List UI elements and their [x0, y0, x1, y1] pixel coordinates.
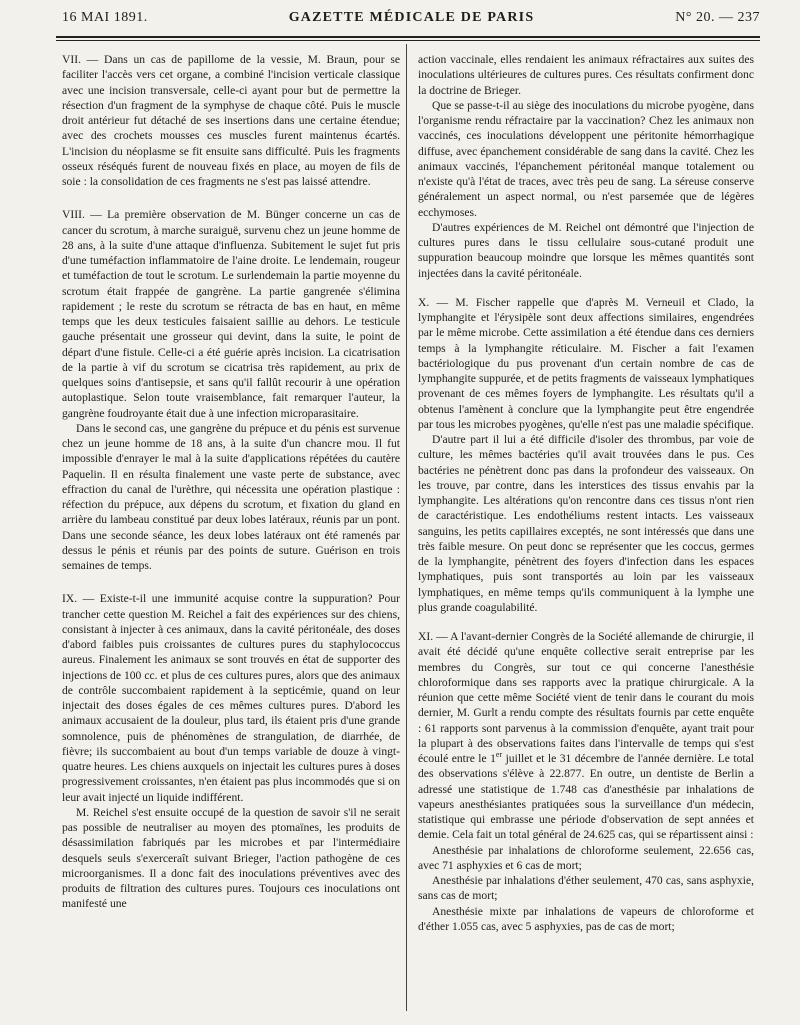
section-viii: VIII. — La première observation de M. Bünger concerne un cas de cancer du scrotum, à marche suraiguë, survenu chez un jeune homme de 28 ans, à la suite d'une attaque d'influenza. Subitement le sujet fut pris d'une tuméfaction inflammatoire de l'aine droite. Le lendemain, rougeur et tuméfaction de tout le scrotum. Le surlendemain la partie moyenne du scrotum était frappée de gangrène. La partie gangrenée s'élimina rapidement ; le reste du scrotum se rétracta de bas en haut, en même temps que les deux testicules faisaient saillie au dehors. Le testicule gauche présentait une grosseur qui devint, dans la suite, le point de départ d'une fistule. Celle-ci a été guérie après incision. La cicatrisation de la partie à vif du scrotum se cicatrisa très rapidement, au prix de quelques soins d'antisepsie, et sans qu'il fallût recourir à une opération autoplastique. Selon toute vraisemblance, fait remarquer l'auteur, la gangrène foudroyante était due à une infection microparasitaire.	[62, 208, 400, 420]
paragraph: D'autre part il lui a été difficile d'isoler des thrombus, par voie de culture, les mêmes bactéries qu'il avait trouvées dans le pus. Ces bactéries ne pénètrent donc pas dans la profondeur des vaisseaux. On les trouve, par contre, dans les interstices des tissus envahis par la lymphangite. Les altérations qu'on rencontre dans ces tissus n'ont rien de caractéristique. Les endothéliums restent intacts. Les vaisseaux sanguins, les petits capillaires exceptés, ne sont intéressés que dans une très faible mesure. On peut donc se représenter que les coccus, germes de la lymphangite, pénètrent des foyers d'infection dans les espaces lymphatiques, puis sont transportés au loin par les vaisseaux lymphatiques, en même temps qu'ils communiquent à la lymphe une plus grande coagulabilité.	[418, 433, 754, 614]
journal-title: GAZETTE MÉDICALE DE PARIS	[288, 10, 535, 25]
header-issue-page: N° 20. — 237	[675, 10, 760, 25]
left-column	[62, 52, 400, 1015]
list-item: Anesthésie mixte par inhalations de vapeurs de chloroforme et d'éther 1.055 cas, avec 5 asphyxies, pas de cas de mort;	[418, 904, 754, 933]
paragraph: Que se passe-t-il au siège des inoculations du microbe pyogène, dans l'organisme rendu réfractaire par la vaccination? Chez les animaux non vaccinés, ces inoculations développent une péritonite hémorrhagique diffuse, avec épanchement considérable de sang dans la cavité. Chez les animaux vaccinés, l'épanchement péritonéal manque totalement ou n'existe qu'à l'état de traces, avec très peu de sang. La séreuse conserve généralement un aspect normal, ou n'est parsemée que de légères ecchymoses.	[418, 98, 754, 219]
text-run: XI. — A l'avant-dernier Congrès de la Société allemande de chirurgie, il avait été décidé qu'une enquête collective serait entreprise par les membres du Congrès, sur tout ce qui concerne l'anesthésie chloroformique dans ses rapports avec la pratique chirurgicale. A la réunion que cette même Société vient de tenir dans le courant du mois dernier, M. Gurlt a rendu compte des résultats fournis par cette enquête : 61 rapports sont parvenus à la commission d'enquête, ayant trait pour la plupart à des observations faites dans l'intervalle de temps qui s'est écoulé entre le 1	[418, 630, 754, 765]
list-item: Anesthésie par inhalations d'éther seulement, 470 cas, sans asphyxie, sans cas de mort;	[418, 874, 754, 903]
column-separator	[406, 44, 407, 1011]
paragraph: Dans le second cas, une gangrène du prépuce et du pénis est survenue chez un jeune homme de 18 ans, à la suite d'un chancre mou. Il fut impossible d'enrayer le mal à la suite d'applications répétées du cautère Paquelin. Il en résulta finalement une vaste perte de substance, avec effraction du canal de l'urèthre, qui nécessita une opération plastique : réfection du prépuce, aux dépens du scrotum, et fixation du gland en arrière du lambeau constitué par deux lobes latéraux, réunis par un pont. Dans une seconde séance, les deux lobes latéraux ont été ramenés par dessus le pénis et réunis par des points de suture. Guérison en trois semaines de temps.	[62, 421, 400, 572]
section-x: X. — M. Fischer rappelle que d'après M. Verneuil et Clado, la lymphangite et l'érysipèle sont deux affections similaires, engendrées par le même microbe. Cette assimilation a été étendue dans ces derniers temps à la lymphangite réticulaire. M. Fischer a fait l'examen bactériologique du pus provenant d'un certain nombre de cas de lymphangite suppurée, et de petits fragments de vaisseaux lymphatiques provenant de ces mêmes foyers de lymphangite. Les résultats qu'il a obtenus l'amènent à conclure que la lymphangite peut être engendrée par tous les microbes pyogènes, qu'elle n'est pas une maladie spécifique.	[418, 295, 754, 431]
header-rule-thin	[56, 40, 760, 41]
section-vii: VII. — Dans un cas de papillome de la vessie, M. Braun, pour se faciliter l'accès vers cet organe, a combiné l'incision verticale classique avec une incision transversale, celle-ci ayant pour but de permettre la résection d'un fragment de la symphyse de chaque côté. Puis le muscle droit antérieur fut détaché de ses insertions dans une certaine étendue; avec des crochets mousses ces muscles furent maintenus écartés. L'incision du néoplasme se fit ensuite sans difficulté. Puis les fragments osseux réséqués furent de nouveau fixés en place, au moyen de fils de soie : la consolidation de ces fragments ne s'est pas laissé attendre.	[62, 53, 400, 188]
section-ix: IX. — Existe-t-il une immunité acquise contre la suppuration? Pour trancher cette question M. Reichel a fait des expériences sur des chiens, consistant à injecter à ces animaux, dans la cavité péritonéale, des doses d'abord faibles puis croissantes de cultures pures du staphylococcus aureus. Finalement les animaux se sont trouvés en état de supporter des injections de 100 cc. et plus de ces cultures pures, alors que des animaux de contrôle succombaient rapidement à la septicémie, quand on leur injectait des doses égales de ces mêmes cultures pures. D'abord les animaux accusaient de la douleur, plus tard, ils étaient pris d'une grande somnolence, puis de phénomènes de strangulation, de diarrhée, de fièvre; ils succombaient au bout d'un temps variable de douze à vingt-quatre heures. Les chiens auxquels on injectait les cultures pures à doses progressivement croissantes, n'en étaient pas plus incommodés que si on leur avait injecté un liquide indifférent.	[62, 592, 400, 804]
section-xi	[418, 629, 754, 843]
paragraph: D'autres expériences de M. Reichel ont démontré que l'injection de cultures pures dans le tissu cellulaire sous-cutané produit une suppuration beaucoup moindre que lorsque les mêmes quantités sont injectées dans la cavité péritonéale.	[418, 220, 754, 280]
paragraph-continued: action vaccinale, elles rendaient les animaux réfractaires aux suites des inoculations ultérieures de cultures pures. Ces résultats confirment donc la doctrine de Brieger.	[418, 53, 754, 97]
paragraph: M. Reichel s'est ensuite occupé de la question de savoir s'il ne serait pas possible de neutraliser au moyen des ptomaïnes, les produits de désassimilation fabriqués par les microbes et par l'intermédiaire desquels seuls s'exerceraît suivant Brieger, l'action pathogène de ces microorganismes. Il a donc fait des inoculations préventives avec des produits de filtration des cultures pures. Toujours ces inoculations ont manifesté une	[62, 805, 400, 911]
text-run: juillet et le 31 décembre de l'année dernière. Le total des observations s'élève à 22.877. En outre, un dentiste de Berlin a adressé une statistique de 1.748 cas d'anesthésie par inhalations de vapeurs anesthésiantes pratiquées sous la surveillance d'un médecin, statistique qui embrasse une période d'observation de sept années et demie. Cela fait un total général de 24.625 cas, qui se répartissent ainsi :	[418, 752, 754, 842]
running-header	[62, 10, 760, 32]
header-rule-thick	[56, 36, 760, 38]
list-item: Anesthésie par inhalations de chloroforme seulement, 22.656 cas, avec 71 asphyxies et 6 cas de mort;	[418, 843, 754, 872]
right-column	[418, 52, 754, 1015]
superscript: er	[495, 750, 503, 760]
header-date: 16 MAI 1891.	[62, 10, 148, 25]
